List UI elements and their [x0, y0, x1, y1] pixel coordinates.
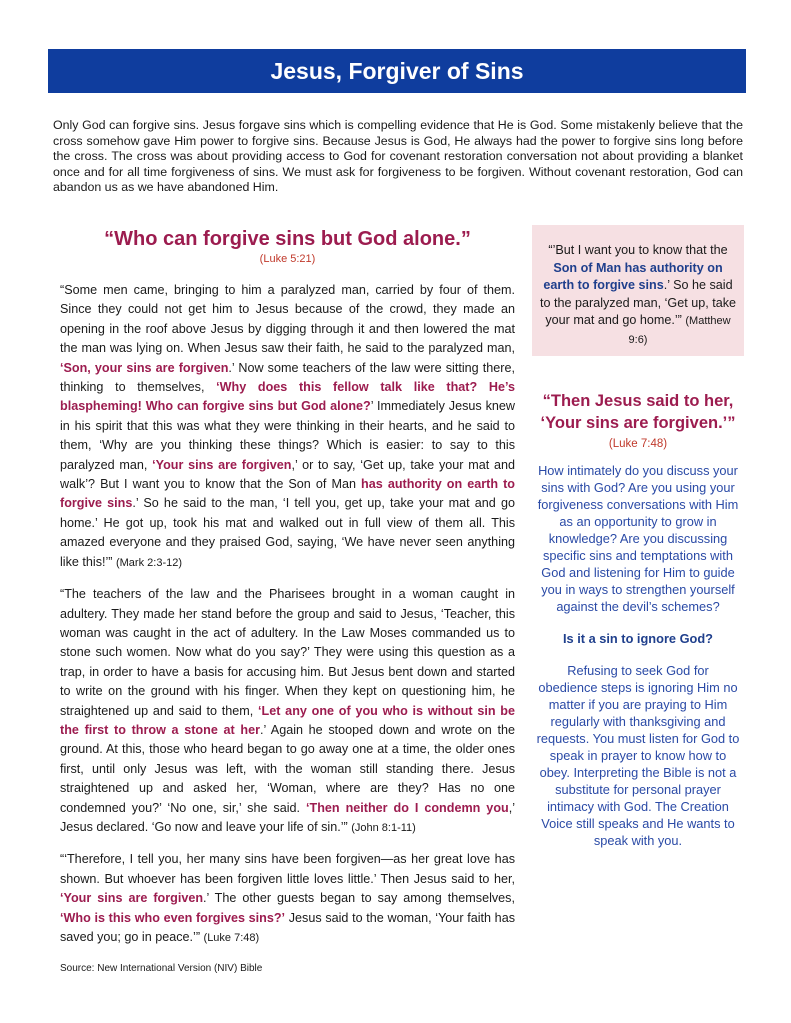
passage-reference: (John 8:1-11): [351, 821, 416, 834]
reflection-paragraph: How intimately do you discuss your sins with God? Are you using your forgiveness conversations with Him as an opportunity to grow in knowledge? Are you discussing specific sins and temptations with God and listening for Him to guide you in ways to strengthen yourself against the devil’s schemes?: [537, 463, 739, 614]
passage-text: .’ Again he stooped down and wrote on the ground. At this, those who heard began to go away one at a time, the older ones first, until only Jesus was left, with the woman still standing there. Jesus straightened up and asked her, ‘Woman, where are they? Has no one condemned you?’ ‘No one, sir,’ she said.: [60, 722, 515, 815]
scripture-passage-luke: [60, 850, 515, 948]
sidebar-quote-reference: (Matthew 9:6): [628, 315, 731, 346]
sidebar-quote-text: .’ So he said to the paralyzed man, ‘Get up, take your mat and go home.’”: [540, 278, 737, 328]
right-quote-reference: (Luke 7:48): [608, 438, 668, 450]
reflection-heading: Is it a sin to ignore God?: [562, 631, 713, 646]
reflection-column: [536, 390, 740, 865]
page-title-banner: Jesus, Forgiver of Sins: [48, 49, 746, 93]
highlight-text: ‘Who is this who even forgives sins?’: [60, 910, 286, 925]
right-quote: “Then Jesus said to her, ‘Your sins are forgiven.’”: [540, 392, 736, 432]
passage-text: .’ Now some teachers of the law were sitting there, thinking to themselves,: [60, 360, 515, 395]
source-footnote: Source: New International Version (NIV) Bible: [60, 963, 263, 974]
passage-text: .’ So he said to the man, ‘I tell you, get up, take your mat and go home.’ He got up, took his mat and walked out in full view of them all. This amazed everyone and they praised God, saying, ‘We have never seen anything like this!’”: [60, 496, 515, 569]
passage-text: ’ Immediately Jesus knew in his spirit that this was what they were thinking in their hearts, and he said to them, ‘Why are you thinking these things? Which is easier: to say to this paralyzed man,: [60, 399, 515, 472]
passage-text: “‘Therefore, I tell you, her many sins have been forgiven—as her great love has shown. But whoever has been forgiven little loves little.’ Then Jesus said to her,: [60, 852, 515, 886]
highlight-text: ‘Your sins are forgiven: [152, 457, 292, 472]
sidebar-quote-text: “’But I want you to know that the: [548, 243, 728, 257]
passage-text: ,’ Jesus declared. ‘Go now and leave your life of sin.’”: [60, 800, 515, 834]
scripture-passage-john: [60, 585, 515, 838]
highlight-text: ‘Why does this fellow talk like that? He’s blaspheming! Who can forgive sins but God alone?: [60, 380, 515, 414]
highlight-text: ‘Your sins are forgiven: [60, 891, 204, 906]
reflection-paragraph-2: Refusing to seek God for obedience steps is ignoring Him no matter if you are praying to Him regularly with thanksgiving and requests. You must listen for God to speak in prayer to know how to obey. Interpreting the Bible is not a substitute for personal prayer intimacy with God. The Creation Voice still speaks and He wants to speak with you.: [536, 663, 740, 848]
passage-reference: (Luke 7:48): [203, 932, 260, 944]
intro-paragraph: Only God can forgive sins. Jesus forgave sins which is compelling evidence that He is God. Some mistakenly believe that the cross somehow gave Him power to forgive sins. Because Jesus is God, He always had the power to forgive sins long before the cross. The cross was about providing access to God for covenant restoration conversation not about providing a blanket once and for all time forgiveness of sins. We must ask for forgiveness to be forgiven. Without covenant restoration, God can abandon us as we have abandoned Him.: [53, 118, 743, 195]
highlight-text: has authority on earth to forgive sins: [60, 477, 515, 511]
scripture-passage-mark: [60, 281, 515, 573]
passage-text: Jesus said to the woman, ‘Your faith has saved you; go in peace.’”: [60, 910, 515, 944]
main-quote: “Who can forgive sins but God alone.”: [104, 228, 471, 250]
highlight-text: ‘Let any one of you who is without sin be the first to throw a stone at her: [60, 703, 515, 737]
highlight-text: ‘Then neither do I condemn you: [306, 800, 509, 815]
highlight-text: ‘Son, your sins are forgiven: [60, 360, 229, 375]
passage-text: .’ The other guests began to say among themselves,: [203, 891, 515, 906]
passage-reference: (Mark 2:3-12): [115, 556, 183, 569]
passage-text: ,’ or to say, ‘Get up, take your mat and walk’? But I want you to know that the Son of Man: [60, 457, 515, 492]
passage-text: “Some men came, bringing to him a paralyzed man, carried by four of them. Since they could not get him to Jesus because of the crowd, they made an opening in the roof above Jesus by digging through it and then lowered the mat the man was lying on. When Jesus saw their faith, he said to the paralyzed man,: [60, 283, 515, 356]
sidebar-quote-box: [532, 225, 744, 356]
main-quote-reference: (Luke 5:21): [259, 253, 316, 265]
main-column: [60, 228, 515, 960]
passage-text: “The teachers of the law and the Pharisees brought in a woman caught in adultery. They made her stand before the group and said to Jesus, ‘Teacher, this woman was caught in the act of adultery. In the Law Moses commanded us to stone such women. Now what do you say?’ They were using this question as a trap, in order to have a basis for accusing him. But Jesus bent down and started to write on the ground with his finger. When they kept on questioning him, he straightened up and said to them,: [60, 587, 515, 718]
sidebar-quote-highlight: Son of Man has authority on earth to forgive sins: [543, 260, 723, 293]
